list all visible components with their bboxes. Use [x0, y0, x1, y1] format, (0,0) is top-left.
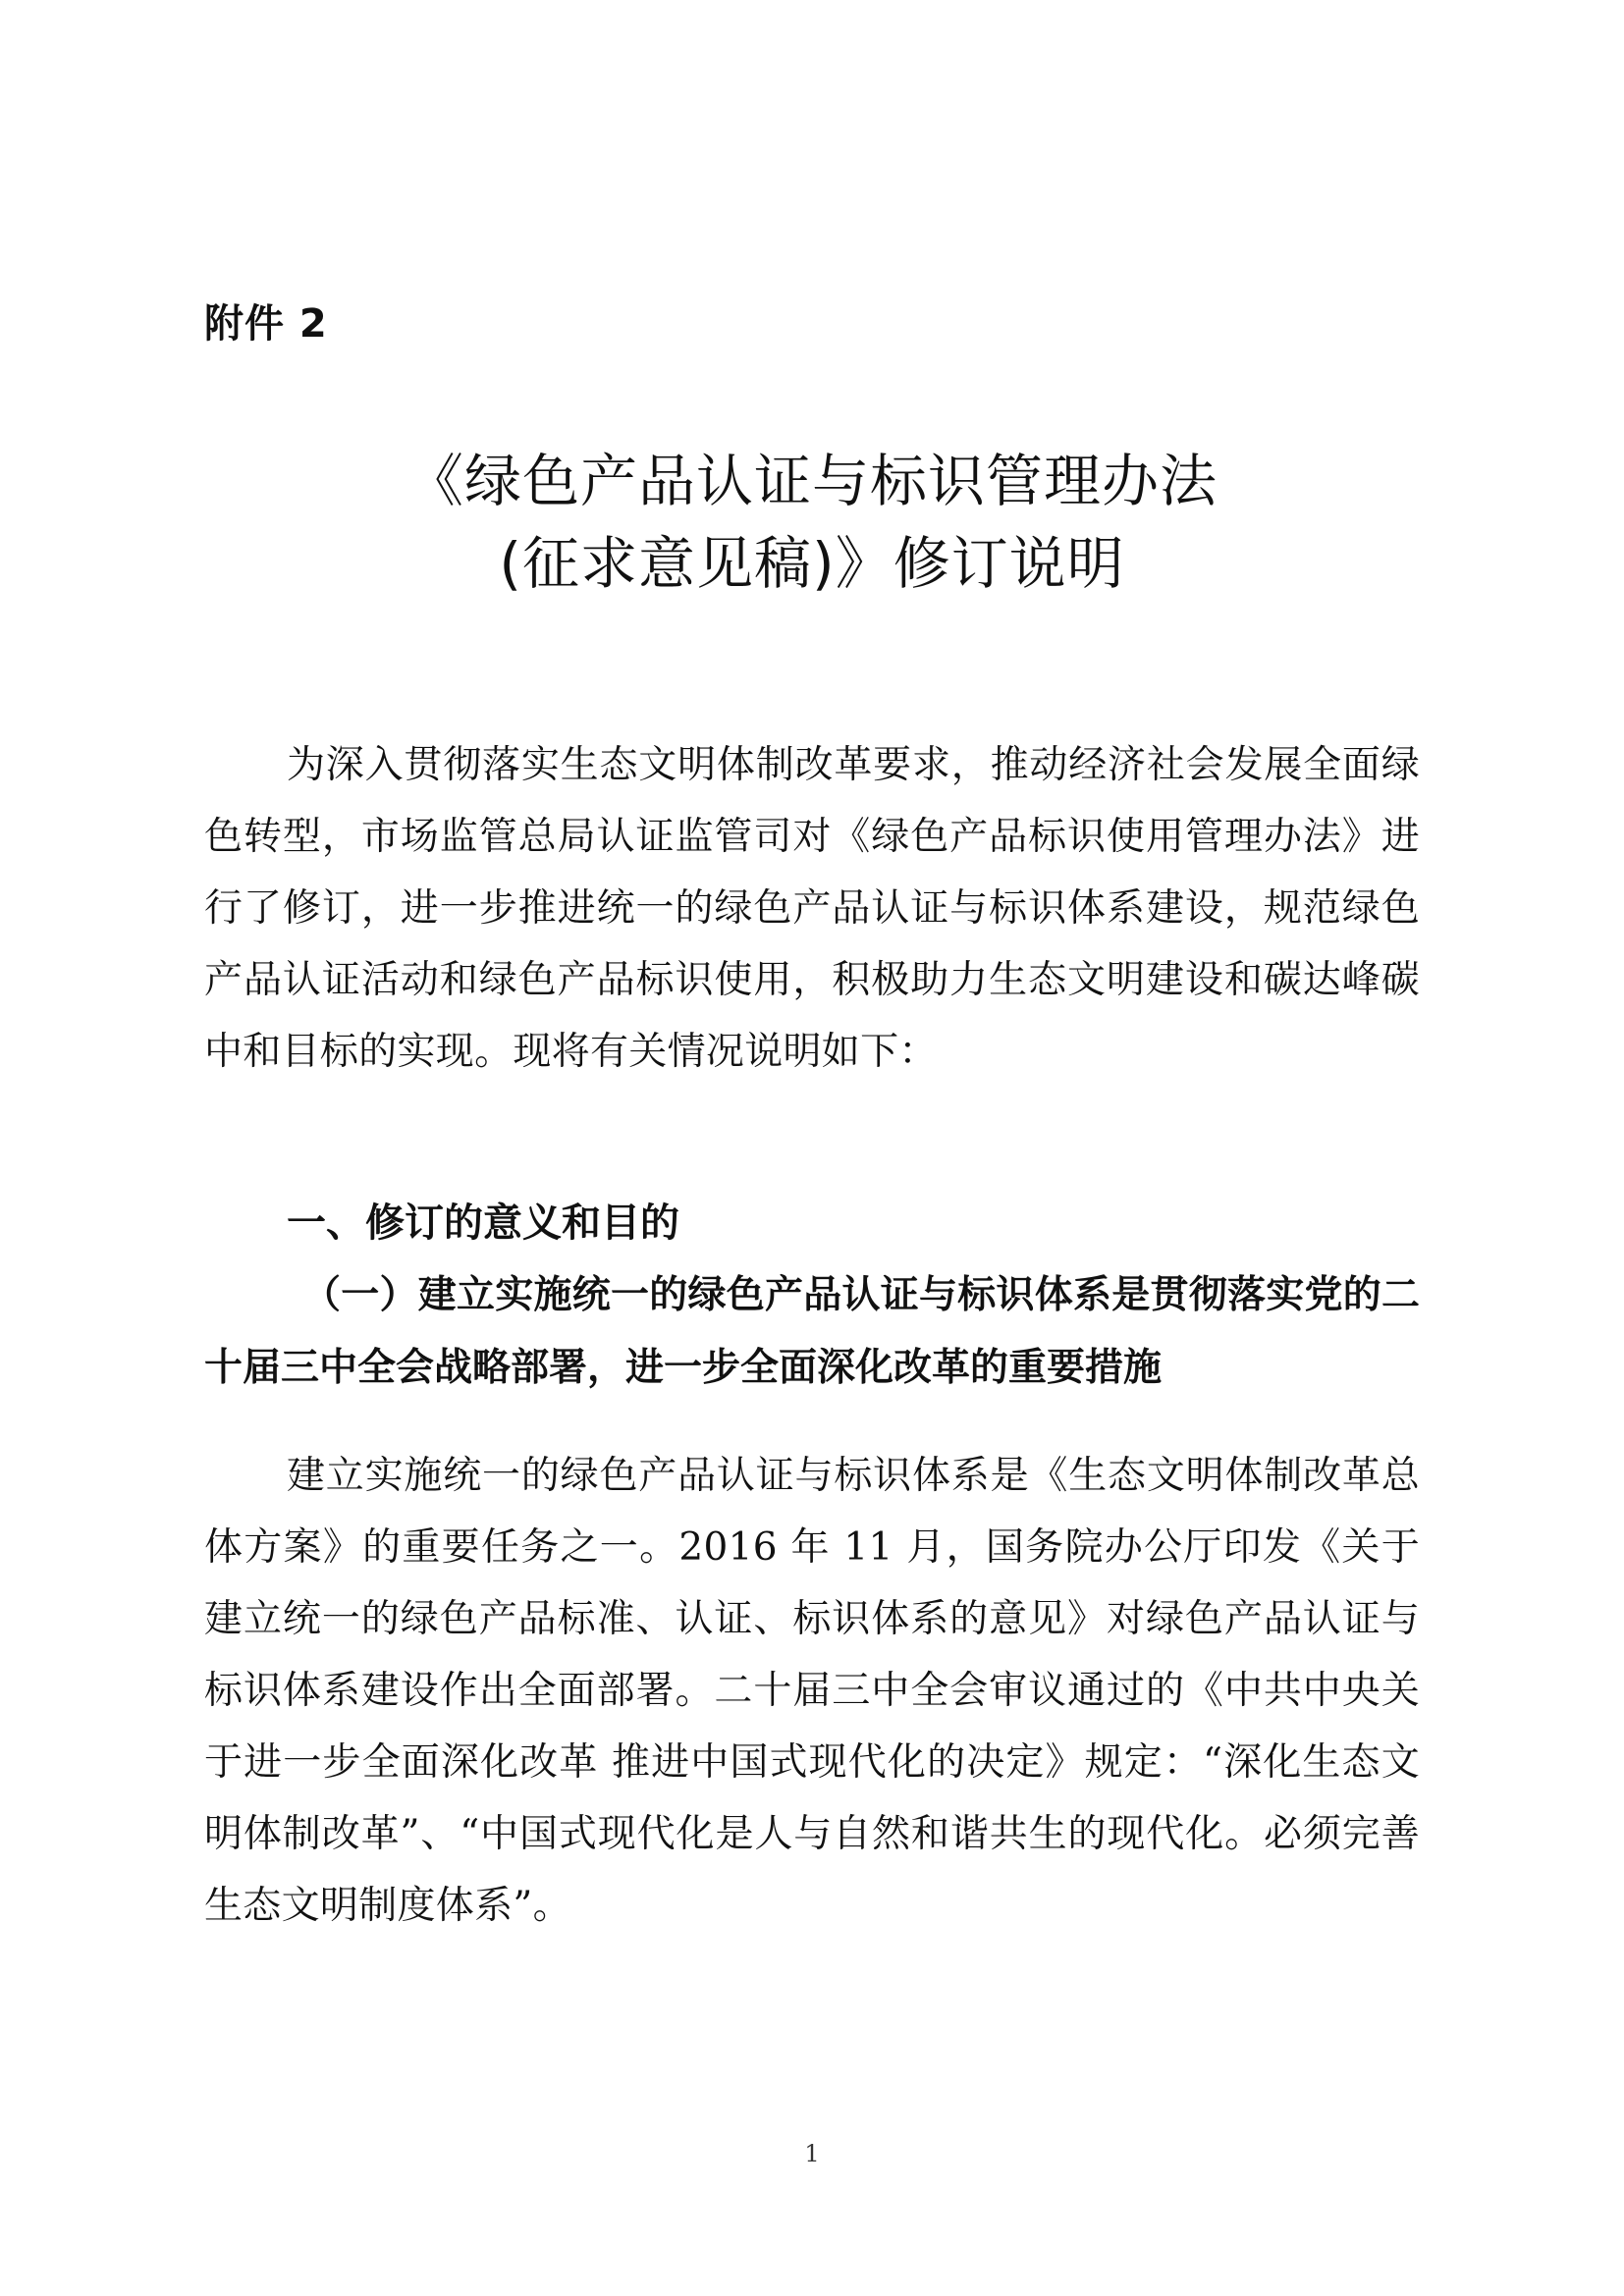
intro-paragraph: 为深入贯彻落实生态文明体制改革要求，推动经济社会发展全面绿色转型，市场监管总局认证监管司对《绿色产品标识使用管理办法》进行了修订，进一步推进统一的绿色产品认证与标识体系建设，规范绿色产品认证活动和绿色产品标识使用，积极助力生态文明建设和碳达峰碳中和目标的实现。现将有关情况说明如下：	[204, 743, 1420, 1074]
section-heading: 一、修订的意义和目的	[287, 1201, 679, 1246]
attachment-label: 附件 2	[204, 301, 328, 347]
subsection-heading: （一）建立实施统一的绿色产品认证与标识体系是贯彻落实党的二十届三中全会战略部署，进一步全面深化改革的重要措施	[204, 1272, 1420, 1390]
document-title-line-1: 《绿色产品认证与标识管理办法	[406, 448, 1218, 514]
document-title-line-2: (征求意见稿)》修订说明	[499, 530, 1125, 597]
page-number: 1	[804, 2140, 820, 2167]
subsection-body-paragraph: 建立实施统一的绿色产品认证与标识体系是《生态文明体制改革总体方案》的重要任务之一。2016 年 11 月，国务院办公厅印发《关于建立统一的绿色产品标准、认证、标识体系的意见》对绿色产品认证与标识体系建设作出全面部署。二十届三中全会审议通过的《中共中央关于进一步全面深化改革 推进中国式现代化的决定》规定：“深化生态文明体制改革”、“中国式现代化是人与自然和谐共生的现代化。必须完善生态文明制度体系”。	[204, 1454, 1420, 1928]
